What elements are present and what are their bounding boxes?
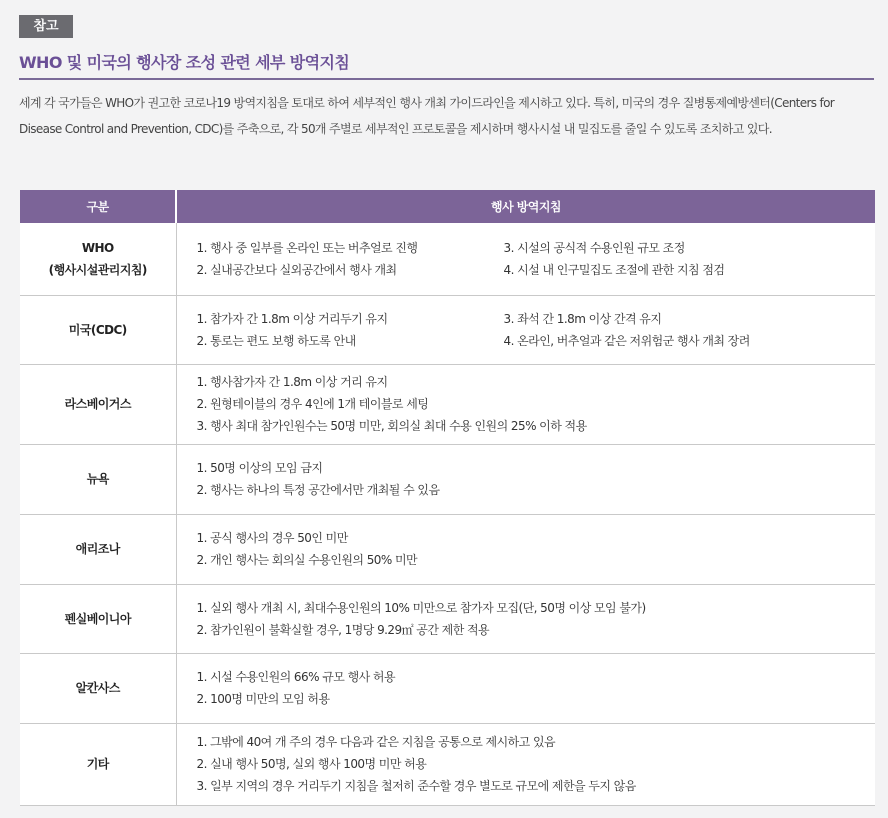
guideline-item: 1. 참가자 간 1.8m 이상 거리두기 유지 xyxy=(196,311,388,326)
guideline-item: 2. 통로는 편도 보행 하도록 안내 xyxy=(196,333,356,348)
table-row-cdc xyxy=(20,295,875,364)
table-row-arizona xyxy=(20,514,875,584)
guideline-cell xyxy=(176,223,875,295)
category-cell xyxy=(20,295,176,364)
category-sublabel: (행사시설관리지침) xyxy=(48,262,147,277)
guideline-item: 2. 참가인원이 불확실할 경우, 1명당 9.29㎡ 공간 제한 적용 xyxy=(196,622,490,637)
category-cell xyxy=(20,444,176,514)
category-cell xyxy=(20,223,176,295)
table-row-las-vegas xyxy=(20,364,875,444)
table-row-new-york xyxy=(20,444,875,514)
table-row-who xyxy=(20,223,875,295)
guideline-item: 4. 온라인, 버추얼과 같은 저위험군 행사 개최 장려 xyxy=(503,333,750,348)
category-label: 미국(CDC) xyxy=(68,322,127,337)
guideline-item: 2. 실내 행사 50명, 실외 행사 100명 미만 허용 xyxy=(196,757,427,771)
reference-tag: 참고 xyxy=(19,15,73,38)
guideline-cell xyxy=(176,723,875,805)
header-category: 구분 xyxy=(20,190,176,223)
guideline-cell xyxy=(176,295,875,364)
guideline-cell xyxy=(176,584,875,653)
guideline-item: 3. 시설의 공식적 수용인원 규모 조정 xyxy=(503,240,685,255)
guideline-item: 1. 시설 수용인원의 66% 규모 행사 허용 xyxy=(196,670,396,684)
guideline-item: 1. 행사참가자 간 1.8m 이상 거리 유지 xyxy=(196,375,388,389)
table-row-others xyxy=(20,723,875,805)
header-guidelines: 행사 방역지침 xyxy=(176,190,875,223)
section-title: WHO 및 미국의 행사장 조성 관련 세부 방역지침 xyxy=(19,53,350,72)
guideline-item: 1. 그밖에 40여 개 주의 경우 다음과 같은 지침을 공통으로 제시하고 있음 xyxy=(196,735,556,749)
guideline-cell xyxy=(176,364,875,444)
category-label: 뉴욕 xyxy=(86,472,109,486)
category-label: 라스베이거스 xyxy=(64,397,131,411)
guideline-item: 2. 실내공간보다 실외공간에서 행사 개최 xyxy=(196,262,397,277)
guideline-item: 3. 좌석 간 1.8m 이상 간격 유지 xyxy=(503,311,662,326)
category-cell xyxy=(20,364,176,444)
guideline-item: 1. 공식 행사의 경우 50인 미만 xyxy=(196,531,348,545)
category-cell xyxy=(20,584,176,653)
category-label: WHO xyxy=(81,240,114,255)
guideline-item: 2. 개인 행사는 회의실 수용인원의 50% 미만 xyxy=(196,553,418,567)
guideline-item: 3. 일부 지역의 경우 거리두기 지침을 철저히 준수할 경우 별도로 규모에 제한을 두지 않음 xyxy=(196,779,636,793)
guideline-item: 1. 행사 중 일부를 온라인 또는 버추얼로 진행 xyxy=(196,240,418,255)
guideline-cell xyxy=(176,444,875,514)
category-cell xyxy=(20,514,176,584)
category-cell xyxy=(20,653,176,723)
guideline-item: 2. 100명 미만의 모임 허용 xyxy=(196,692,330,706)
guideline-item: 2. 행사는 하나의 특정 공간에서만 개최될 수 있음 xyxy=(196,483,440,497)
guideline-cell xyxy=(176,514,875,584)
category-label: 기타 xyxy=(86,757,109,771)
category-cell xyxy=(20,723,176,805)
guideline-cell xyxy=(176,653,875,723)
guideline-item: 3. 행사 최대 참가인원수는 50명 미만, 회의실 최대 수용 인원의 25% 이하 적용 xyxy=(196,419,587,433)
guideline-item: 1. 50명 이상의 모임 금지 xyxy=(196,461,323,475)
title-divider xyxy=(19,78,874,80)
intro-paragraph: 세계 각 국가들은 WHO가 권고한 코로나19 방역지침을 토대로 하여 세부적인 행사 개최 가이드라인을 제시하고 있다. 특히, 미국의 경우 질병통제예방센터(Centers for Disease Control and Prevention, CDC)를 주축으로, 각 50개 주별로 세부적인 프로토콜을 제시하며 행사시설 내 밀집도를 줄일 수 있도록 조치하고 있다. xyxy=(19,96,835,136)
category-label: 애리조나 xyxy=(75,542,120,556)
guideline-item: 1. 실외 행사 개최 시, 최대수용인원의 10% 미만으로 참가자 모집(단, 50명 이상 모임 불가) xyxy=(196,600,646,615)
category-label: 펜실베이니아 xyxy=(64,611,131,626)
table-row-arkansas xyxy=(20,653,875,723)
category-label: 알칸사스 xyxy=(75,681,120,695)
guideline-table xyxy=(20,190,875,806)
table-row-pennsylvania xyxy=(20,584,875,653)
guideline-item: 4. 시설 내 인구밀집도 조절에 관한 지침 점검 xyxy=(503,262,725,277)
guideline-item: 2. 원형테이블의 경우 4인에 1개 테이블로 세팅 xyxy=(196,397,429,411)
table-header-row xyxy=(20,190,875,223)
